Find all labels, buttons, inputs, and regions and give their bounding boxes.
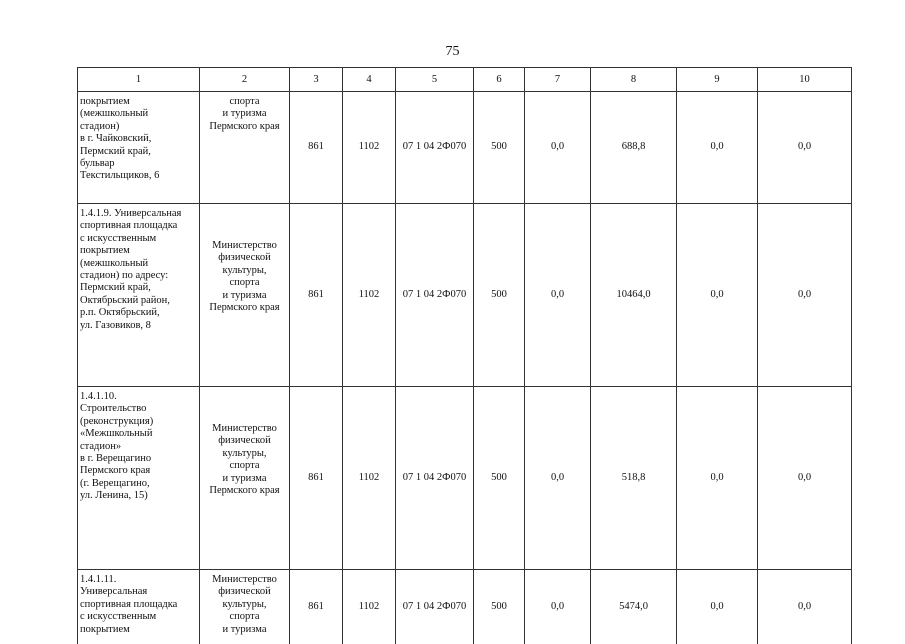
column-header: 9 — [677, 68, 758, 92]
amount-cell: 0,0 — [758, 387, 852, 570]
table-row — [78, 570, 852, 644]
column-header: 3 — [290, 68, 343, 92]
amount-cell: 688,8 — [591, 92, 677, 204]
object-name-cell: 1.4.1.11. Универсальная спортивная площадка с искусственным покрытием — [78, 570, 200, 644]
grbs-cell: 861 — [290, 204, 343, 387]
column-header: 4 — [343, 68, 396, 92]
target-article-cell: 07 1 04 2Ф070 — [396, 92, 474, 204]
column-header: 1 — [78, 68, 200, 92]
target-article-cell: 07 1 04 2Ф070 — [396, 387, 474, 570]
target-article-cell: 07 1 04 2Ф070 — [396, 204, 474, 387]
department-cell: спорта и туризма Пермского края — [200, 92, 290, 204]
amount-cell: 0,0 — [677, 570, 758, 644]
page-number: 75 — [0, 44, 905, 60]
amount-cell: 0,0 — [758, 204, 852, 387]
header-row — [78, 68, 852, 92]
section-cell: 1102 — [343, 204, 396, 387]
department-cell: Министерство физической культуры, спорта и туризма — [200, 570, 290, 644]
section-cell: 1102 — [343, 570, 396, 644]
grbs-cell: 861 — [290, 92, 343, 204]
amount-cell: 0,0 — [677, 92, 758, 204]
amount-cell: 0,0 — [525, 570, 591, 644]
amount-cell: 0,0 — [758, 570, 852, 644]
department-cell: Министерство физической культуры, спорта и туризма Пермского края — [200, 387, 290, 570]
expense-type-cell: 500 — [474, 204, 525, 387]
object-name-cell: покрытием (межшкольный стадион) в г. Чайковский, Пермский край, бульвар Текстильщиков, 6 — [78, 92, 200, 204]
amount-cell: 0,0 — [525, 204, 591, 387]
table-row — [78, 92, 852, 204]
amount-cell: 0,0 — [677, 204, 758, 387]
amount-cell: 0,0 — [758, 92, 852, 204]
target-article-cell: 07 1 04 2Ф070 — [396, 570, 474, 644]
amount-cell: 0,0 — [525, 387, 591, 570]
column-header: 6 — [474, 68, 525, 92]
table-row — [78, 204, 852, 387]
expense-type-cell: 500 — [474, 387, 525, 570]
column-header: 10 — [758, 68, 852, 92]
amount-cell: 5474,0 — [591, 570, 677, 644]
object-name-cell: 1.4.1.9. Универсальная спортивная площадка с искусственным покрытием (межшкольный стадион) по адресу: Пермский край, Октябрьский район, р.п. Октябрьский, ул. Газовиков, 8 — [78, 204, 200, 387]
column-header: 8 — [591, 68, 677, 92]
grbs-cell: 861 — [290, 570, 343, 644]
department-cell: Министерство физической культуры, спорта и туризма Пермского края — [200, 204, 290, 387]
amount-cell: 518,8 — [591, 387, 677, 570]
budget-table — [77, 67, 852, 644]
expense-type-cell: 500 — [474, 92, 525, 204]
object-name-cell: 1.4.1.10. Строительство (реконструкция) «Межшкольный стадион» в г. Верещагино Пермского края (г. Верещагино, ул. Ленина, 15) — [78, 387, 200, 570]
grbs-cell: 861 — [290, 387, 343, 570]
amount-cell: 10464,0 — [591, 204, 677, 387]
column-header: 7 — [525, 68, 591, 92]
column-header: 2 — [200, 68, 290, 92]
amount-cell: 0,0 — [677, 387, 758, 570]
section-cell: 1102 — [343, 387, 396, 570]
column-header: 5 — [396, 68, 474, 92]
amount-cell: 0,0 — [525, 92, 591, 204]
table-row — [78, 387, 852, 570]
expense-type-cell: 500 — [474, 570, 525, 644]
section-cell: 1102 — [343, 92, 396, 204]
